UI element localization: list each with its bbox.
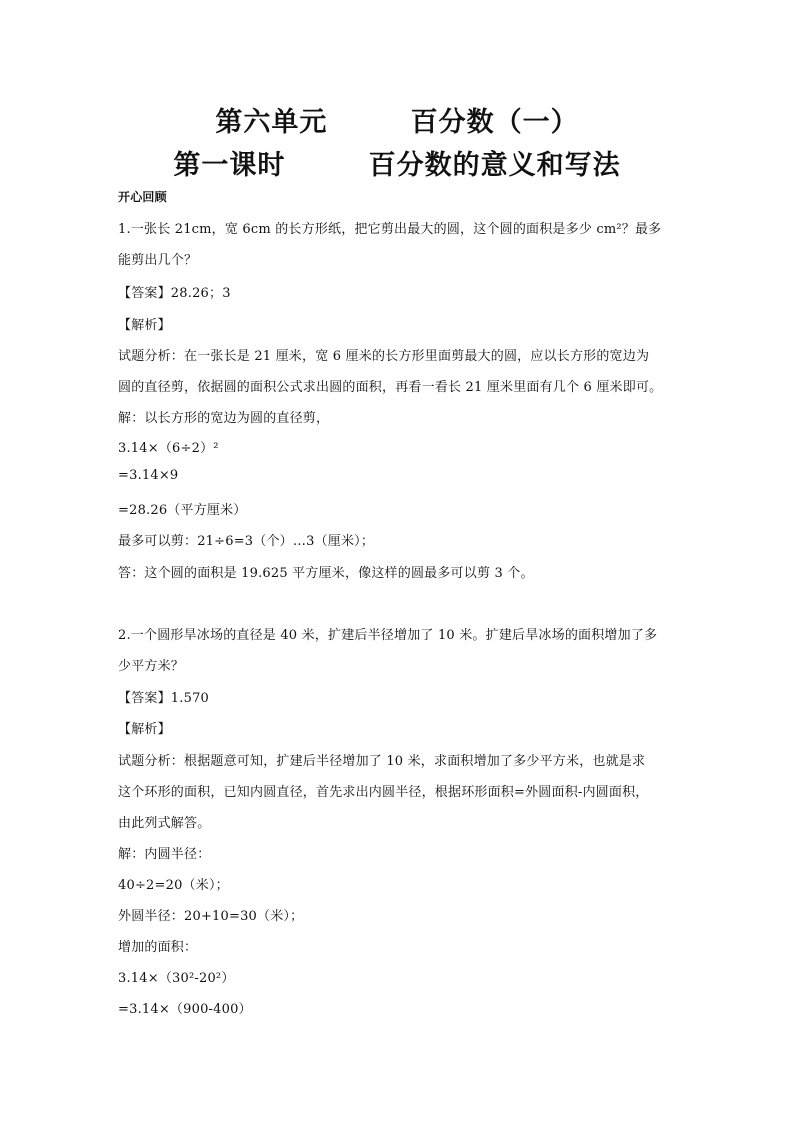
section-heading: 开心回顾 [118, 190, 167, 204]
q1-analysis-line1: 试题分析：在一张长是 21 厘米，宽 6 厘米的长方形里面剪最大的圆，应以长方形的宽边为 [118, 349, 650, 364]
q1-solution-line5: 最多可以剪：21÷6=3（个）…3（厘米）； [118, 534, 375, 549]
q2-answer: 【答案】1.570 [118, 691, 210, 706]
unit-title: 第六单元 百分数（一） [215, 107, 579, 138]
q2-analysis-line3: 由此列式解答。 [118, 816, 211, 831]
q1-solution-line2: 3.14×（6÷2）² [118, 441, 219, 456]
q2-solution-line3: 外圆半径：20+10=30（米）； [118, 909, 304, 924]
q1-analysis-line2: 圆的直径剪，依据圆的面积公式求出圆的面积，再看一看长 21 厘米里面有几个 6 厘米即可。 [118, 380, 663, 395]
q2-solution-line2: 40÷2=20（米）； [118, 878, 229, 893]
q1-solution-line6: 答：这个圆的面积是 19.625 平方厘米，像这样的圆最多可以剪 3 个。 [118, 566, 534, 581]
q1-analysis-label: 【解析】 [118, 318, 171, 333]
q1-solution-line4: =28.26（平方厘米） [118, 503, 247, 518]
q1-solution-line1: 解：以长方形的宽边为圆的直径剪， [118, 411, 330, 426]
q2-analysis-label: 【解析】 [118, 722, 171, 737]
lesson-title: 第一课时 百分数的意义和写法 [173, 150, 621, 181]
q2-solution-line6: =3.14×（900-400） [118, 1002, 252, 1017]
q2-analysis-line1: 试题分析：根据题意可知，扩建后半径增加了 10 米，求面积增加了多少平方米，也就是求 [118, 754, 646, 769]
q2-analysis-line2: 这个环形的面积，已知内圆直径，首先求出内圆半径，根据环形面积=外圆面积-内圆面积， [118, 785, 649, 800]
q2-solution-line5: 3.14×（30²-20²） [118, 971, 235, 986]
q2-stem-line1: 2.一个圆形旱冰场的直径是 40 米，扩建后半径增加了 10 米。扩建后旱冰场的面积增加了多 [118, 628, 658, 643]
q1-stem-line1: 1.一张长 21cm，宽 6cm 的长方形纸，把它剪出最大的圆，这个圆的面积是多少 cm²？最多 [118, 222, 662, 237]
q2-solution-line4: 增加的面积： [118, 940, 198, 955]
q2-stem-line2: 少平方米？ [118, 659, 185, 674]
q1-stem-line2: 能剪出几个？ [118, 253, 198, 268]
q2-solution-line1: 解：内圆半径： [118, 847, 211, 862]
q1-answer: 【答案】28.26；3 [118, 286, 231, 301]
q1-solution-line3: =3.14×9 [118, 468, 179, 483]
